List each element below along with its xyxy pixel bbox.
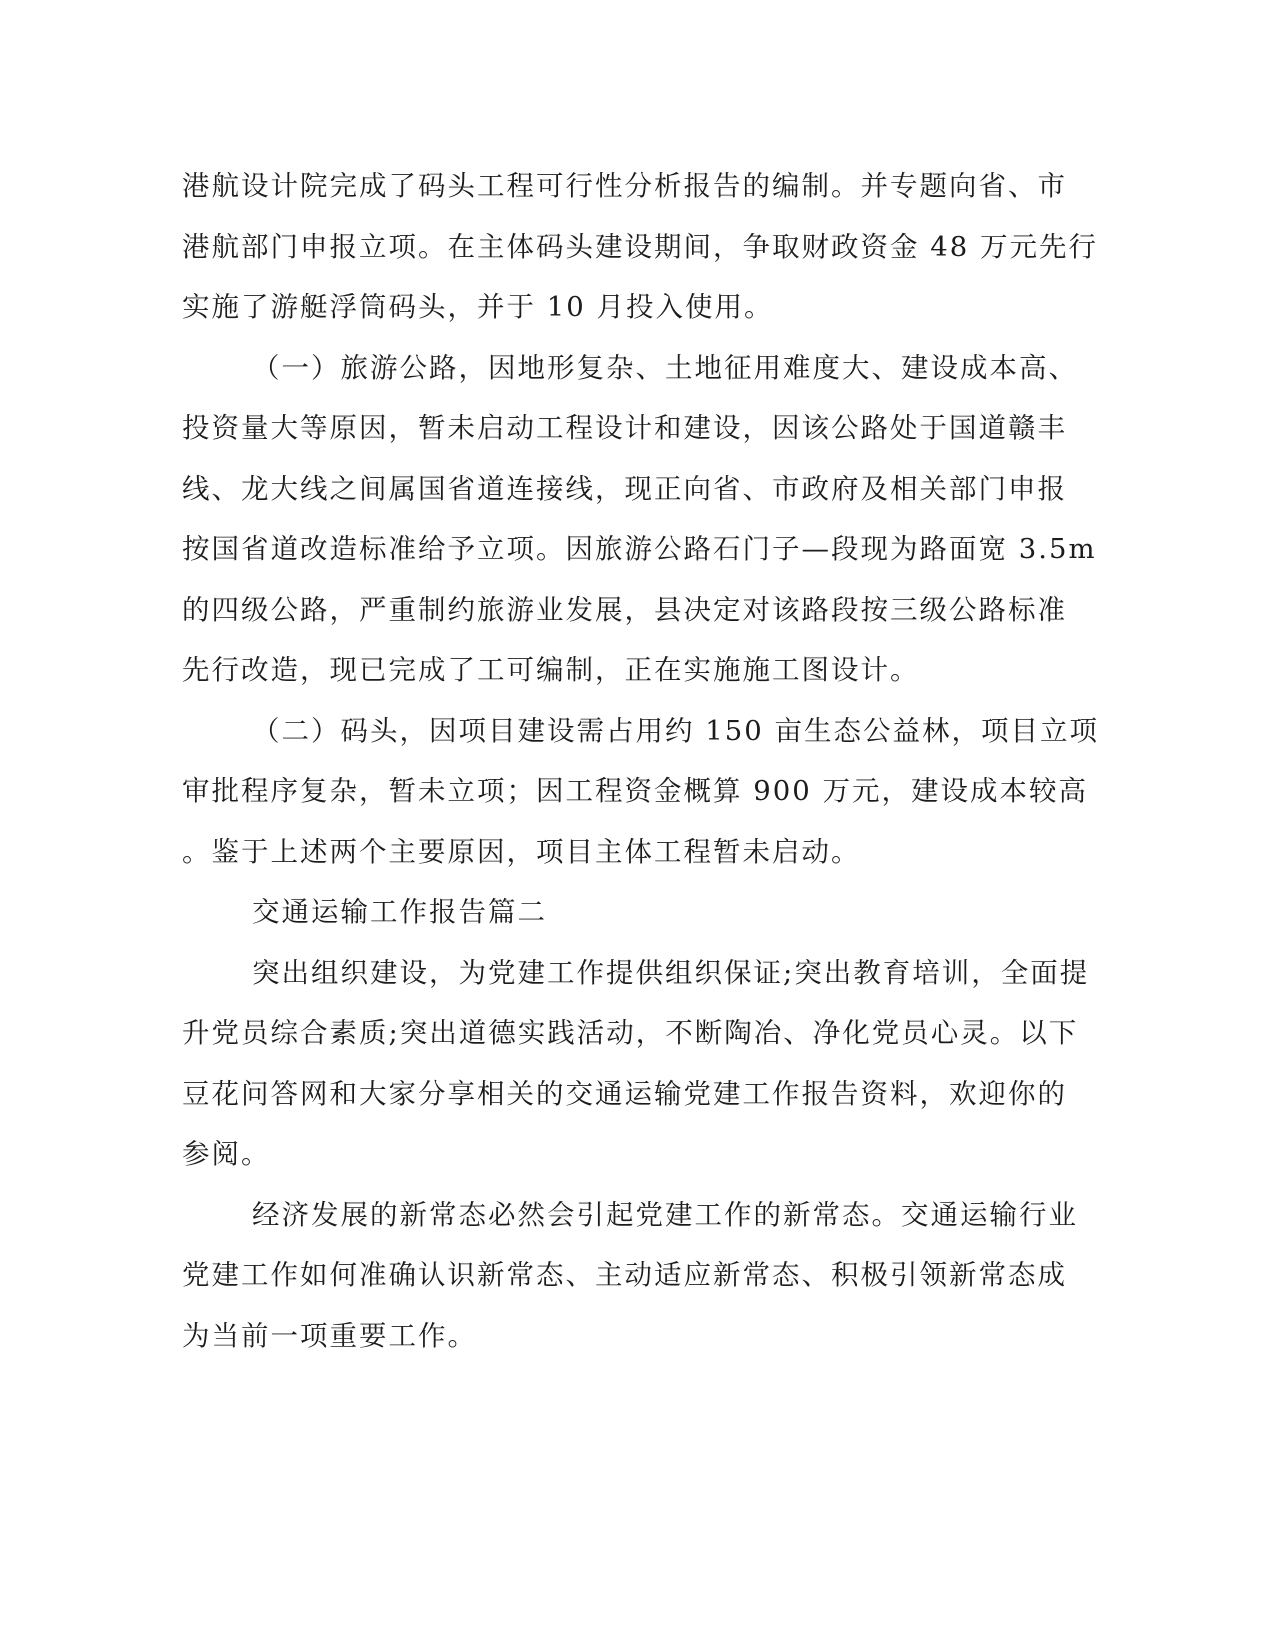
text-line: 为当前一项重要工作。	[182, 1319, 477, 1352]
text-line: 豆花问答网和大家分享相关的交通运输党建工作报告资料，欢迎你的	[182, 1077, 1067, 1110]
text-line: 经济发展的新常态必然会引起党建工作的新常态。交通运输行业	[252, 1198, 1078, 1231]
document-body	[182, 156, 1099, 1366]
text-line: 。鉴于上述两个主要原因，项目主体工程暂未启动。	[182, 835, 861, 868]
text-line: 投资量大等原因，暂未启动工程设计和建设，因该公路处于国道赣丰	[182, 412, 1067, 444]
section-heading: 交通运输工作报告篇二	[252, 896, 547, 928]
text-line: 线、龙大线之间属国省道连接线，现正向省、市政府及相关部门申报	[182, 472, 1067, 505]
text-line: 的四级公路，严重制约旅游业发展，县决定对该路段按三级公路标准	[182, 593, 1067, 626]
text-line: 先行改造，现已完成了工可编制，正在实施施工图设计。	[182, 654, 920, 686]
text-line: （一）旅游公路，因地形复杂、土地征用难度大、建设成本高、	[252, 351, 1078, 384]
text-line: 参阅。	[182, 1138, 271, 1170]
text-line: 突出组织建设，为党建工作提供组织保证;突出教育培训，全面提	[252, 956, 1090, 989]
text-line: 党建工作如何准确认识新常态、主动适应新常态、积极引领新常态成	[182, 1259, 1067, 1291]
text-line: 审批程序复杂，暂未立项；因工程资金概算 900 万元，建设成本较高	[182, 775, 1088, 807]
text-line: 按国省道改造标准给予立项。因旅游公路石门子—段现为路面宽 3.5m	[182, 533, 1097, 565]
text-line: 升党员综合素质;突出道德实践活动，不断陶冶、净化党员心灵。以下	[182, 1017, 1079, 1049]
text-line: 实施了游艇浮筒码头，并于 10 月投入使用。	[182, 291, 774, 323]
text-line: 港航部门申报立项。在主体码头建设期间，争取财政资金 48 万元先行	[182, 230, 1098, 263]
text-line: 港航设计院完成了码头工程可行性分析报告的编制。并专题向省、市	[182, 170, 1067, 202]
text-line: （二）码头，因项目建设需占用约 150 亩生态公益林，项目立项	[252, 714, 1099, 747]
